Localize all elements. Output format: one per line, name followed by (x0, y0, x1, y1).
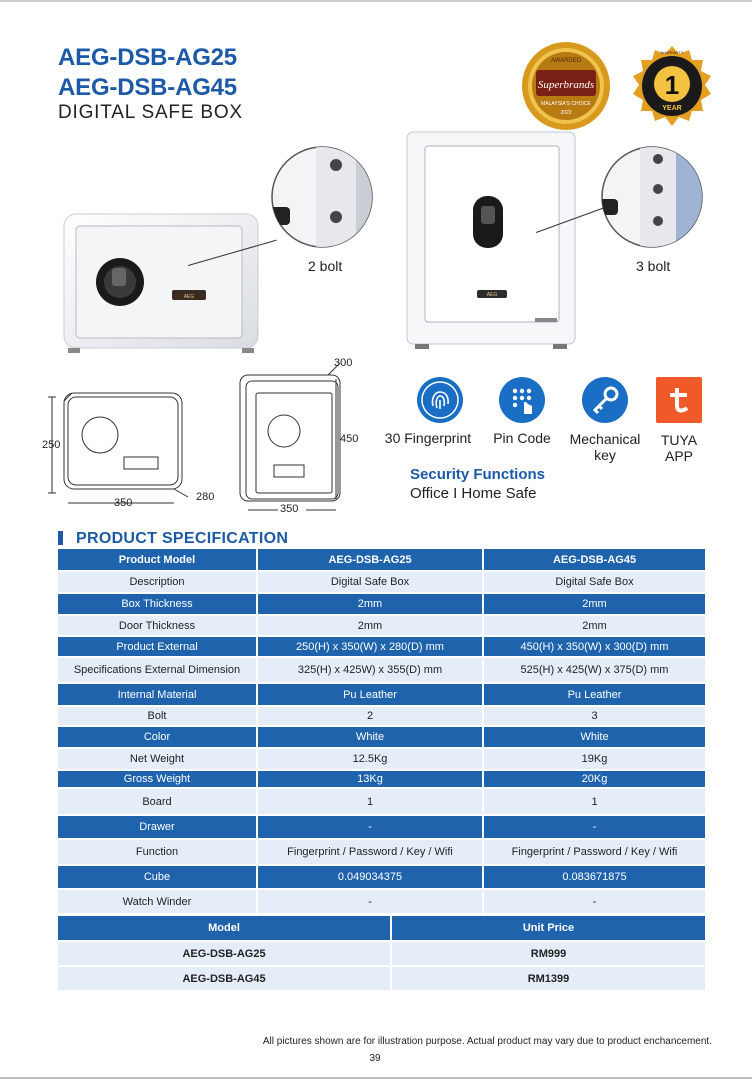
superbrands-name: Superbrands (537, 79, 595, 91)
spec-label-cell: Gross Weight (58, 770, 257, 788)
spec-heading-bar (58, 531, 63, 545)
superbrands-badge (520, 40, 612, 132)
bolt-label-right: 3 bolt (636, 258, 671, 274)
spec-value-cell: 13Kg (257, 770, 483, 788)
top-rule (0, 0, 752, 2)
feature-label-key: Mechanical key (569, 431, 641, 463)
model-title-1: AEG-DSB-AG25 (58, 44, 237, 71)
bolt-label-left: 2 bolt (308, 258, 343, 274)
warranty-ring-text: WARRANTY (660, 50, 684, 55)
fingerprint-icon (416, 376, 464, 424)
price-header-row (58, 916, 706, 941)
safe-ag25-logo: AEG (183, 294, 195, 300)
price-row (58, 941, 706, 966)
spec-value-cell: Pu Leather (257, 683, 483, 706)
spec-row (58, 815, 706, 839)
spec-value-cell: 250(H) x 350(W) x 280(D) mm (257, 636, 483, 657)
spec-value-cell: 1 (483, 788, 706, 815)
spec-value-cell: Pu Leather (483, 683, 706, 706)
bottom-rule (0, 1077, 752, 1079)
keypad-icon (498, 376, 546, 424)
spec-row (58, 706, 706, 726)
price-model-cell: AEG-DSB-AG25 (58, 941, 391, 966)
spec-value-cell: 1 (257, 788, 483, 815)
spec-value-cell: White (257, 726, 483, 748)
spec-label-cell: Door Thickness (58, 615, 257, 636)
spec-label-cell: Bolt (58, 706, 257, 726)
dim-tall-depth: 300 (334, 357, 353, 369)
spec-label-cell: Watch Winder (58, 889, 257, 914)
safe-ag45-image (405, 130, 577, 350)
warranty-badge (630, 44, 714, 128)
feature-label-fingerprint: 30 Fingerprint (384, 430, 472, 446)
price-table (58, 916, 707, 992)
spec-label-cell: Drawer (58, 815, 257, 839)
spec-table (58, 549, 707, 915)
security-functions-title: Security Functions (410, 466, 546, 483)
warranty-number: 1 (664, 70, 680, 100)
spec-label-cell: Description (58, 571, 257, 593)
spec-value-cell: - (483, 815, 706, 839)
bolt-zoom-right (600, 145, 704, 249)
spec-value-cell: 20Kg (483, 770, 706, 788)
disclaimer-text: All pictures shown are for illustration purpose. Actual product may vary due to product enchancement. (262, 1036, 712, 1047)
spec-row (58, 889, 706, 914)
superbrands-year: 2022 (560, 110, 572, 116)
model-title-2: AEG-DSB-AG45 (58, 74, 237, 101)
spec-label-cell: Cube (58, 865, 257, 889)
spec-row (58, 657, 706, 683)
spec-value-cell: Digital Safe Box (257, 571, 483, 593)
spec-value-cell: 2mm (257, 615, 483, 636)
spec-value-cell: Fingerprint / Password / Key / Wifi (257, 839, 483, 865)
spec-row (58, 636, 706, 657)
spec-value-cell: 2mm (483, 593, 706, 615)
spec-label-cell: Product External (58, 636, 257, 657)
spec-value-cell: Fingerprint / Password / Key / Wifi (483, 839, 706, 865)
spec-value-cell: - (257, 815, 483, 839)
spec-row (58, 865, 706, 889)
dimension-drawings (38, 355, 368, 525)
warranty-unit: YEAR (662, 105, 682, 112)
spec-label-cell: Function (58, 839, 257, 865)
spec-value-cell: 19Kg (483, 748, 706, 770)
spec-heading: PRODUCT SPECIFICATION (76, 530, 289, 547)
dim-tall-height: 450 (340, 433, 359, 445)
spec-header-cell: AEG-DSB-AG45 (483, 549, 706, 571)
superbrands-top-text: AWARDED (550, 58, 582, 64)
safe-ag25-image (62, 212, 260, 354)
dim-tall-width: 350 (280, 503, 299, 515)
spec-row (58, 571, 706, 593)
spec-value-cell: 2mm (483, 615, 706, 636)
spec-label-cell: Net Weight (58, 748, 257, 770)
spec-header-row (58, 549, 706, 571)
spec-value-cell: - (257, 889, 483, 914)
spec-row (58, 683, 706, 706)
spec-row (58, 770, 706, 788)
spec-label-cell: Board (58, 788, 257, 815)
spec-label-cell: Specifications External Dimension (58, 657, 257, 683)
spec-row (58, 615, 706, 636)
spec-row (58, 788, 706, 815)
spec-label-cell: Internal Material (58, 683, 257, 706)
spec-row (58, 726, 706, 748)
security-functions-subtitle: Office I Home Safe (410, 485, 537, 502)
price-header-cell: Unit Price (391, 916, 706, 941)
price-value-cell: RM999 (391, 941, 706, 966)
spec-header-cell: AEG-DSB-AG25 (257, 549, 483, 571)
price-header-cell: Model (58, 916, 391, 941)
spec-value-cell: 3 (483, 706, 706, 726)
spec-label-cell: Box Thickness (58, 593, 257, 615)
price-row (58, 966, 706, 991)
spec-value-cell: 12.5Kg (257, 748, 483, 770)
spec-value-cell: - (483, 889, 706, 914)
product-subtitle: DIGITAL SAFE BOX (58, 102, 243, 123)
dim-small-width: 350 (114, 497, 133, 509)
spec-value-cell: 0.049034375 (257, 865, 483, 889)
spec-header-cell: Product Model (58, 549, 257, 571)
dim-small-depth: 280 (196, 491, 215, 503)
tuya-icon (655, 376, 703, 424)
feature-label-pin: Pin Code (493, 430, 551, 446)
spec-value-cell: 2 (257, 706, 483, 726)
page-number: 39 (369, 1053, 381, 1064)
spec-value-cell: White (483, 726, 706, 748)
spec-value-cell: 525(H) x 425(W) x 375(D) mm (483, 657, 706, 683)
feature-label-tuya: TUYA APP (660, 432, 698, 464)
spec-row (58, 748, 706, 770)
superbrands-sub: MALAYSIA'S CHOICE (541, 101, 591, 107)
price-model-cell: AEG-DSB-AG45 (58, 966, 391, 991)
spec-label-cell: Color (58, 726, 257, 748)
price-value-cell: RM1399 (391, 966, 706, 991)
safe-ag45-logo: AEG (486, 292, 498, 298)
spec-value-cell: 0.083671875 (483, 865, 706, 889)
spec-value-cell: Digital Safe Box (483, 571, 706, 593)
spec-row (58, 593, 706, 615)
spec-row (58, 839, 706, 865)
bolt-zoom-left (270, 145, 374, 249)
spec-value-cell: 325(H) x 425W) x 355(D) mm (257, 657, 483, 683)
key-icon (581, 376, 629, 424)
spec-value-cell: 450(H) x 350(W) x 300(D) mm (483, 636, 706, 657)
dim-small-height: 250 (42, 439, 61, 451)
spec-value-cell: 2mm (257, 593, 483, 615)
